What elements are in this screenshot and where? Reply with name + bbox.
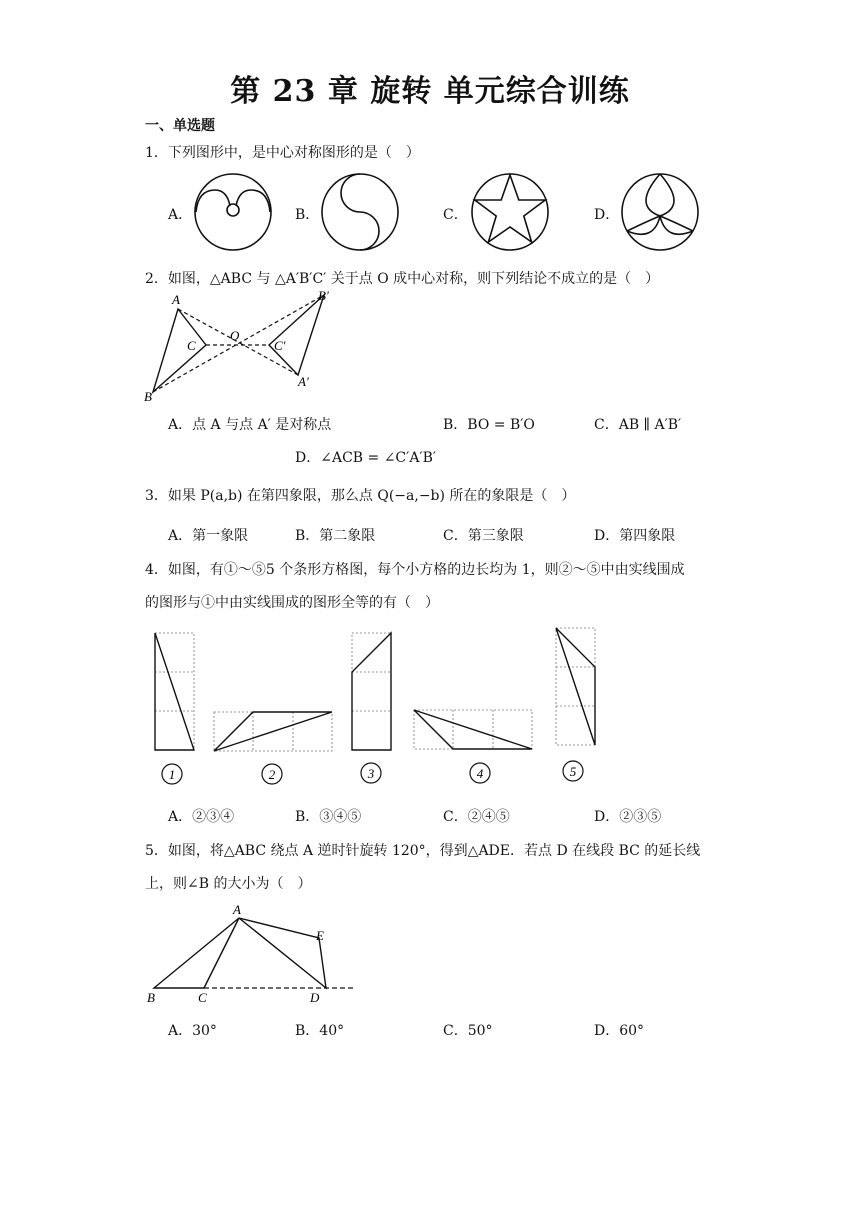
question-5-stem-line-2: 上，则∠B 的大小为（ ） — [145, 876, 312, 892]
q2-option-d: D．∠ACB = ∠C′A′B′ — [295, 450, 437, 466]
q2-label-a: A — [172, 292, 180, 307]
q5-label-e: E — [316, 928, 324, 943]
q3-option-a: A．第一象限 — [168, 528, 249, 544]
q2-label-b-prime: B′ — [318, 288, 329, 303]
q5-label-c: C — [198, 990, 207, 1005]
q2-label-c: C — [187, 338, 196, 353]
section-heading: 一、单选题 — [145, 118, 215, 134]
q4-option-a: A．②③④ — [168, 809, 235, 825]
q4-label-1: 1 — [168, 767, 176, 782]
q5-option-a: A．30° — [168, 1023, 217, 1039]
question-5-stem-line-1: 5．如图，将△ABC 绕点 A 逆时针旋转 120°，得到△ADE．若点 D 在线段 BC 的延长线 — [145, 843, 701, 859]
question-4-stem-line-2: 的图形与①中由实线围成的图形全等的有（ ） — [145, 595, 439, 611]
question-3-stem: 3．如果 P(a,b) 在第四象限，那么点 Q(−a,−b) 所在的象限是（ ） — [145, 488, 576, 504]
q1-option-c-label: C． — [443, 207, 468, 223]
q1-option-b-label: B． — [295, 207, 320, 223]
question-2-stem: 2．如图，△ABC 与 △A′B′C′ 关于点 O 成中心对称，则下列结论不成立的是（ ） — [145, 271, 660, 287]
q2-figure — [140, 288, 340, 408]
q2-label-a-prime: A′ — [298, 374, 309, 389]
q5-label-d: D — [310, 990, 320, 1005]
q5-option-b: B．40° — [295, 1023, 345, 1039]
q4-option-c: C．②④⑤ — [443, 809, 510, 825]
q2-label-c-prime: C′ — [274, 338, 286, 353]
q5-option-c: C．50° — [443, 1023, 493, 1039]
q1-option-d-label: D． — [594, 207, 620, 223]
question-4-stem-line-1: 4．如图，有①～⑤5 个条形方格图，每个小方格的边长均为 1，则②～⑤中由实线围成 — [145, 562, 685, 578]
q1-figure-b — [320, 172, 402, 252]
q4-label-4: 4 — [476, 766, 484, 781]
q2-label-b: B — [144, 389, 152, 404]
q1-figure-a — [193, 172, 275, 252]
q4-option-b: B．③④⑤ — [295, 809, 362, 825]
q1-option-a-label: A． — [168, 207, 193, 223]
q5-label-a: A — [233, 902, 241, 917]
q4-figure — [140, 620, 610, 790]
q3-option-b: B．第二象限 — [295, 528, 376, 544]
q4-label-2: 2 — [268, 767, 276, 782]
page-title: 第 23 章 旋转 单元综合训练 — [230, 74, 630, 109]
q5-figure — [140, 898, 370, 1008]
q4-label-5: 5 — [569, 764, 577, 779]
q2-option-c: C．AB ∥ A′B′ — [594, 417, 682, 433]
q5-label-b: B — [147, 990, 155, 1005]
q1-figure-c — [470, 172, 552, 252]
q4-option-d: D．②③⑤ — [594, 809, 662, 825]
q1-figure-d — [620, 172, 702, 252]
q5-option-d: D．60° — [594, 1023, 645, 1039]
question-1-stem: 1．下列图形中，是中心对称图形的是（ ） — [145, 145, 420, 161]
q2-option-a: A．点 A 与点 A′ 是对称点 — [168, 417, 332, 433]
q4-label-3: 3 — [367, 766, 375, 781]
q2-label-o: O — [230, 328, 240, 343]
q3-option-c: C．第三象限 — [443, 528, 524, 544]
q2-option-b: B．BO = B′O — [443, 417, 535, 433]
q3-option-d: D．第四象限 — [594, 528, 676, 544]
